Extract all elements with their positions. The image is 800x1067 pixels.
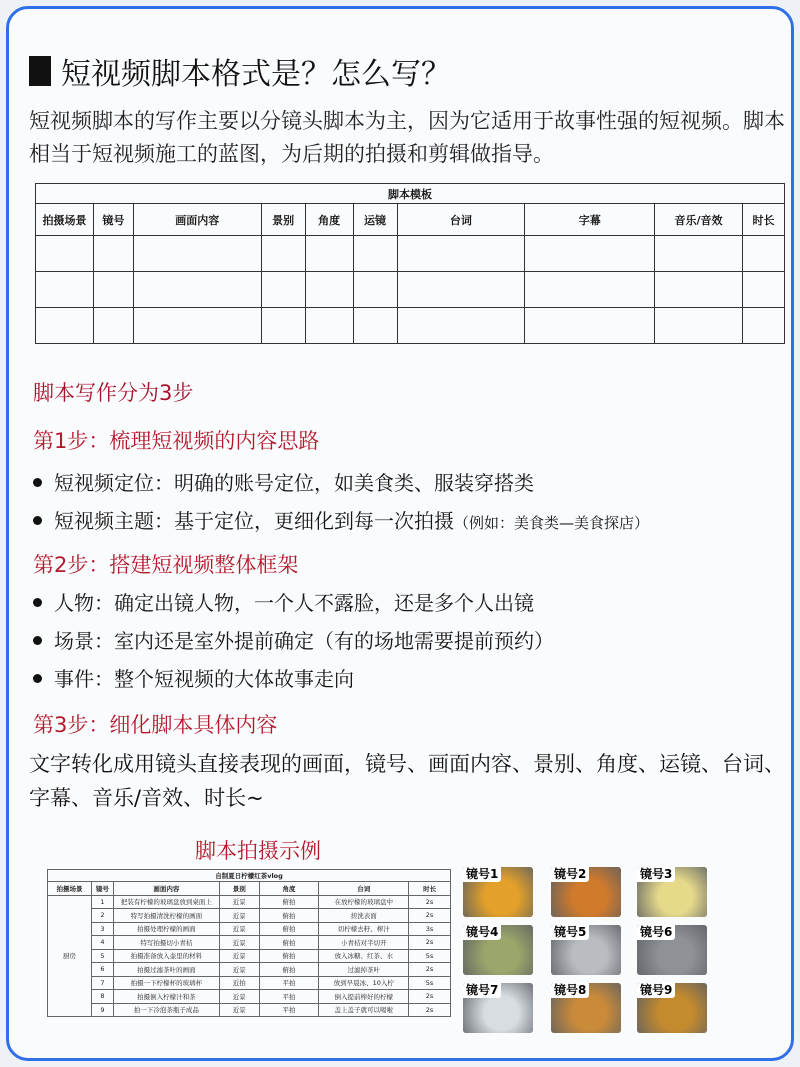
shot-thumbnail-3: 镜号3 [637, 867, 707, 917]
shot-thumbnail-2: 镜号2 [551, 867, 621, 917]
intro-paragraph: 短视频脚本的写作主要以分镜头脚本为主，因为它适用于故事性强的短视频。脚本相当于短视频施工的蓝图，为后期的拍摄和剪辑做指导。 [29, 109, 785, 166]
page-frame [6, 6, 794, 1061]
template-header: 运镜 [353, 204, 397, 236]
table-row: 5 拍摄准备放入壶里的材料 近景 俯拍 放入冰糖、红茶、水 5s [48, 949, 451, 963]
template-caption: 脚本模板 [36, 184, 785, 204]
shot-thumbnail-7: 镜号7 [463, 983, 533, 1033]
example-scene: 厨房 [48, 895, 92, 1017]
table-row: 2 特写拍摄清洗柠檬的画面 近景 俯拍 搓洗表面 2s [48, 909, 451, 923]
step2-bullet-3: 事件：整个短视频的大体故事走向 [33, 663, 354, 692]
table-row: 厨房 1 把装有柠檬的玻璃盘放到桌面上 近景 俯拍 在放柠檬的玻璃盘中 2s [48, 895, 451, 909]
example-header: 景别 [219, 882, 259, 896]
template-blank-row [36, 308, 785, 344]
template-blank-row [36, 272, 785, 308]
shot-thumbnails [463, 867, 709, 1037]
script-template-table [35, 183, 785, 344]
example-caption: 自制夏日柠檬红茶vlog [48, 870, 451, 882]
step1-bullet-2: 短视频主题：基于定位，更细化到每一次拍摄（例如：美食类—美食探店） [33, 505, 649, 534]
title-square-icon [29, 56, 51, 86]
bullet-dot-icon [33, 598, 42, 607]
template-header: 字幕 [525, 204, 655, 236]
step2-bullet-1: 人物：确定出镜人物，一个人不露脸，还是多个人出镜 [33, 587, 534, 616]
bullet-dot-icon [33, 478, 42, 487]
example-table [47, 869, 451, 1017]
title-text: 短视频脚本格式是？怎么写？ [61, 57, 451, 92]
template-header: 时长 [742, 204, 784, 236]
shot-thumbnail-6: 镜号6 [637, 925, 707, 975]
table-row: 8 拍摄倒入柠檬汁和茶 近景 平拍 倒入提前榨好的柠檬 2s [48, 990, 451, 1004]
page-title [29, 49, 451, 93]
template-header: 音乐/音效 [655, 204, 743, 236]
template-header: 角度 [305, 204, 353, 236]
template-header: 画面内容 [133, 204, 261, 236]
table-row: 6 拍摄过滤茶叶的画面 近景 俯拍 过滤掉茶叶 2s [48, 963, 451, 977]
example-header: 角度 [259, 882, 319, 896]
template-header: 拍摄场景 [36, 204, 94, 236]
shot-thumbnail-8: 镜号8 [551, 983, 621, 1033]
step2-bullet-2: 场景：室内还是室外提前确定（有的场地需要提前预约） [33, 625, 554, 654]
step1-bullet-2-note: （例如：美食类—美食探店） [454, 514, 650, 532]
step1-heading: 第1步：梳理短视频的内容思路 [33, 429, 320, 453]
template-blank-row [36, 236, 785, 272]
example-header: 台词 [319, 882, 409, 896]
step2-heading: 第2步：搭建短视频整体框架 [33, 553, 299, 577]
example-header: 画面内容 [113, 882, 219, 896]
template-header: 镜号 [93, 204, 133, 236]
example-header: 时长 [409, 882, 451, 896]
bullet-dot-icon [33, 674, 42, 683]
table-row: 7 拍摄一下柠檬杯的玻璃杯 近拍 平拍 放到早晨冰、10入柠 5s [48, 976, 451, 990]
step3-heading: 第3步：细化脚本具体内容 [33, 713, 278, 737]
shot-thumbnail-1: 镜号1 [463, 867, 533, 917]
bullet-dot-icon [33, 636, 42, 645]
step3-paragraph: 文字转化成用镜头直接表现的画面，镜号、画面内容、景别、角度、运镜、台词、字幕、音乐/音效、时长~ [29, 752, 785, 810]
template-header: 台词 [397, 204, 525, 236]
steps-heading: 脚本写作分为3步 [33, 381, 194, 405]
example-header: 镜号 [91, 882, 113, 896]
template-header: 景别 [261, 204, 305, 236]
table-row: 4 特写拍摄切小青桔 近景 俯拍 小青桔对半切开 2s [48, 936, 451, 950]
bullet-dot-icon [33, 516, 42, 525]
shot-thumbnail-5: 镜号5 [551, 925, 621, 975]
step1-bullet-1: 短视频定位：明确的账号定位，如美食类、服装穿搭类 [33, 467, 534, 496]
example-title: 脚本拍摄示例 [195, 839, 321, 863]
shot-thumbnail-4: 镜号4 [463, 925, 533, 975]
shot-thumbnail-9: 镜号9 [637, 983, 707, 1033]
example-header: 拍摄场景 [48, 882, 92, 896]
table-row: 3 拍摄处理柠檬的画面 近景 俯拍 切柠檬去籽、榨汁 3s [48, 922, 451, 936]
table-row: 9 拍一下冷泡茶瓶子成品 近景 平拍 盖上盖子就可以喝啦 2s [48, 1003, 451, 1017]
